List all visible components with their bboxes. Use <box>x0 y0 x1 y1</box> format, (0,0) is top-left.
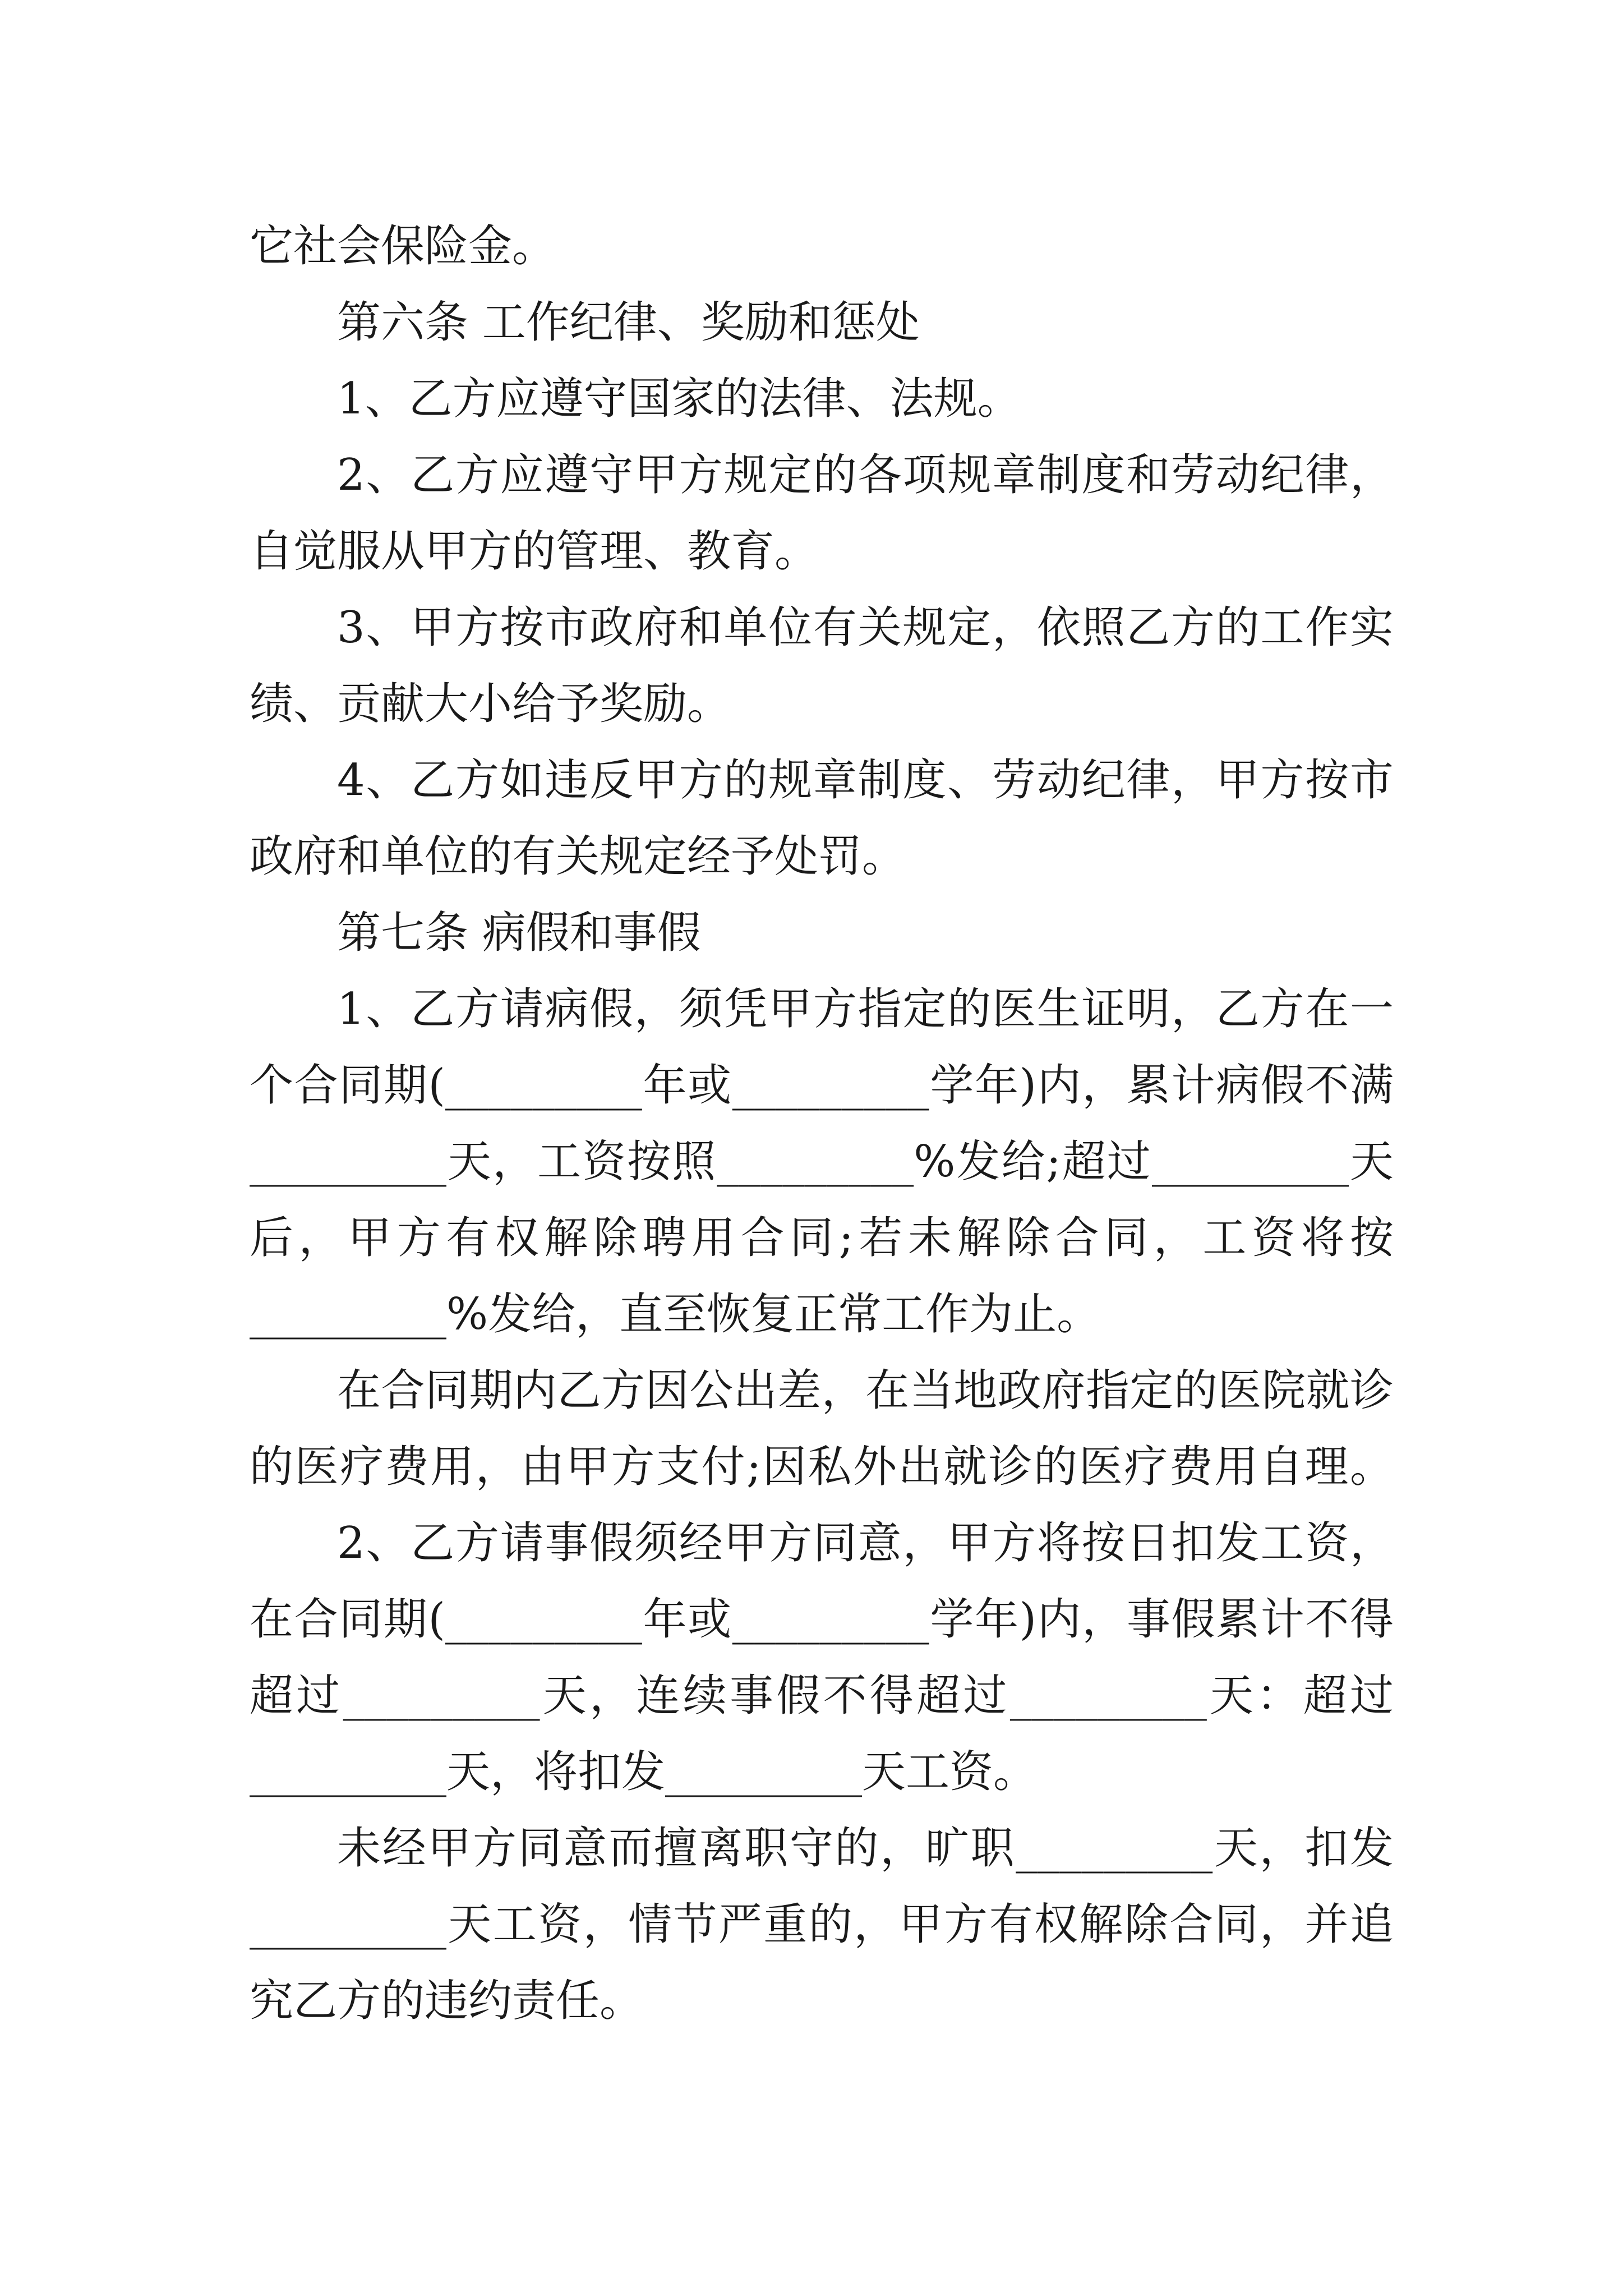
paragraph-line: 3、甲方按市政府和单位有关规定，依照乙方的工作实 <box>337 602 1394 653</box>
paragraph-line: 在合同期内乙方因公出差，在当地政府指定的医院就诊 <box>337 1365 1394 1416</box>
paragraph-line: _________天，将扣发_________天工资。 <box>250 1747 1038 1797</box>
paragraph-line: _________天工资，情节严重的，甲方有权解除合同，并追 <box>250 1899 1394 1950</box>
paragraph-line: _________%发给，直至恢复正常工作为止。 <box>250 1289 1101 1340</box>
paragraph-line: 在合同期(_________年或_________学年)内，事假累计不得 <box>250 1594 1394 1645</box>
paragraph-line: 超过_________天，连续事假不得超过_________天：超过 <box>250 1671 1394 1721</box>
paragraph-line: 1、乙方请病假，须凭甲方指定的医生证明，乙方在一 <box>337 984 1394 1034</box>
paragraph-line: 究乙方的违约责任。 <box>250 1976 644 2026</box>
paragraph-line: _________天，工资按照_________%发给;超过_________天 <box>250 1137 1394 1187</box>
paragraph-line: 它社会保险金。 <box>250 221 556 272</box>
paragraph-line: 1、乙方应遵守国家的法律、法规。 <box>337 374 1021 424</box>
paragraph-line: 自觉服从甲方的管理、教育。 <box>250 526 819 577</box>
article-heading: 第六条 工作纪律、奖励和惩处 <box>337 297 920 348</box>
paragraph-line: 个合同期(_________年或_________学年)内，累计病假不满 <box>250 1060 1394 1111</box>
paragraph-line: 2、乙方请事假须经甲方同意，甲方将按日扣发工资， <box>337 1518 1394 1568</box>
paragraph-line: 政府和单位的有关规定经予处罚。 <box>250 831 906 882</box>
paragraph-line: 2、乙方应遵守甲方规定的各项规章制度和劳动纪律， <box>337 450 1394 500</box>
paragraph-line: 的医疗费用，由甲方支付;因私外出就诊的医疗费用自理。 <box>250 1442 1394 1492</box>
article-heading: 第七条 病假和事假 <box>337 908 701 958</box>
paragraph-line: 4、乙方如违反甲方的规章制度、劳动纪律，甲方按市 <box>337 755 1394 806</box>
paragraph-line: 后，甲方有权解除聘用合同;若未解除合同，工资将按 <box>250 1213 1394 1263</box>
paragraph-line: 未经甲方同意而擅离职守的，旷职_________天，扣发 <box>337 1823 1394 1874</box>
paragraph-line: 绩、贡献大小给予奖励。 <box>250 679 731 729</box>
